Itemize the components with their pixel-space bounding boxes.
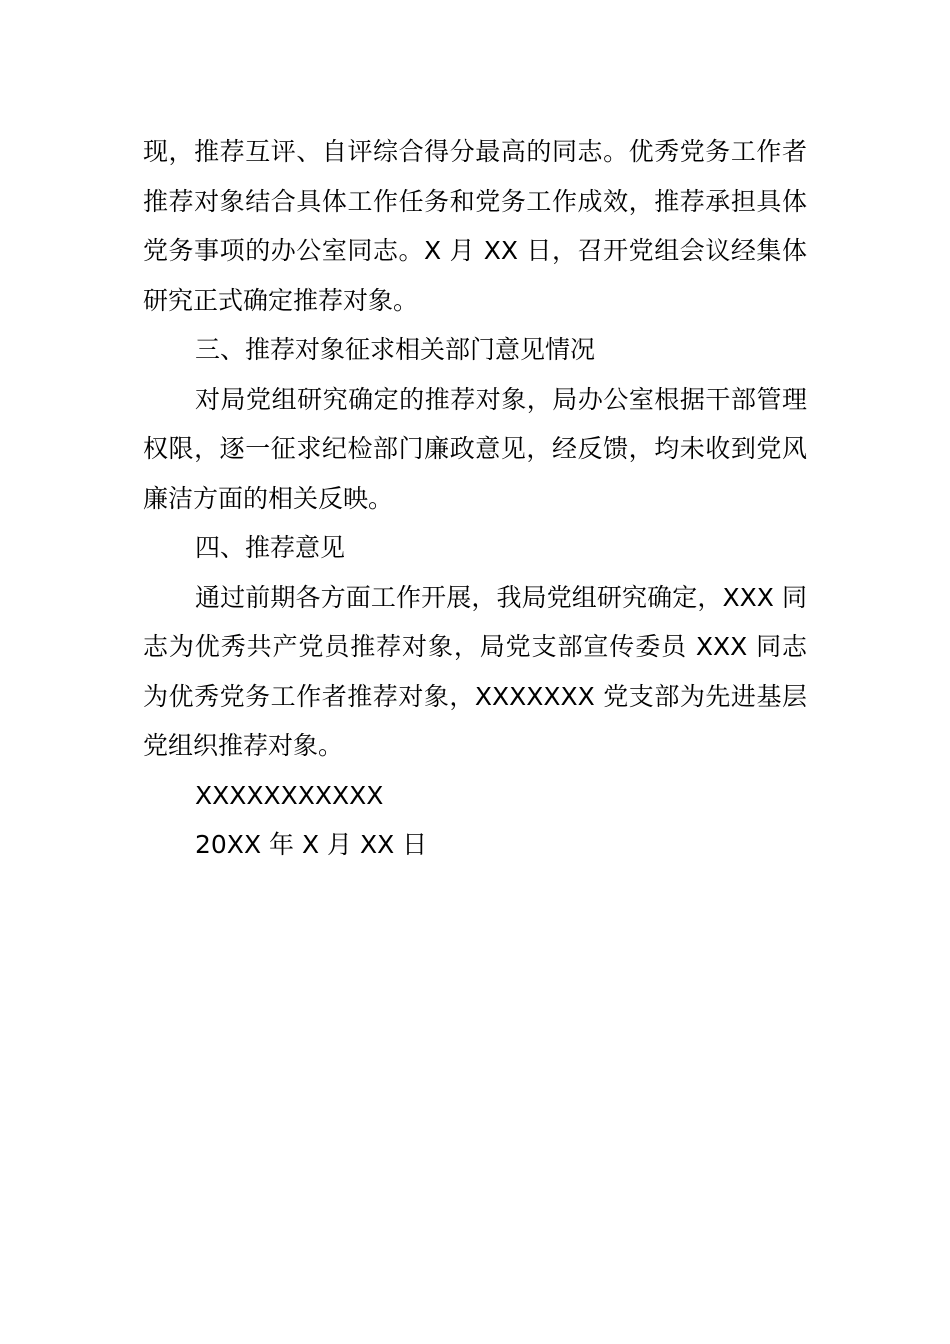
section-heading-three: 三、推荐对象征求相关部门意见情况 — [195, 335, 596, 364]
paragraph-recommendation: 通过前期各方面工作开展，我局党组研究确定，XXX 同志为优秀共产党员推荐对象，局党支部宣传委员 XXX 同志为优秀党务工作者推荐对象，XXXXXXX 党支部为先进基层党组织推荐对象。 — [143, 582, 807, 760]
section-heading-four: 四、推荐意见 — [195, 533, 346, 562]
date-line: 20XX 年 X 月 XX 日 — [195, 830, 428, 859]
paragraph-consultation: 对局党组研究确定的推荐对象，局办公室根据干部管理权限，逐一征求纪检部门廉政意见，经反馈，均未收到党风廉洁方面的相关反映。 — [143, 384, 807, 513]
paragraph-continuation: 现，推荐互评、自评综合得分最高的同志。优秀党务工作者推荐对象结合具体工作任务和党务工作成效，推荐承担具体党务事项的办公室同志。X 月 XX 日，召开党组会议经集体研究正式确定推荐对象。 — [143, 137, 807, 315]
document-body — [143, 127, 807, 870]
signature-line: XXXXXXXXXXX — [195, 780, 384, 810]
